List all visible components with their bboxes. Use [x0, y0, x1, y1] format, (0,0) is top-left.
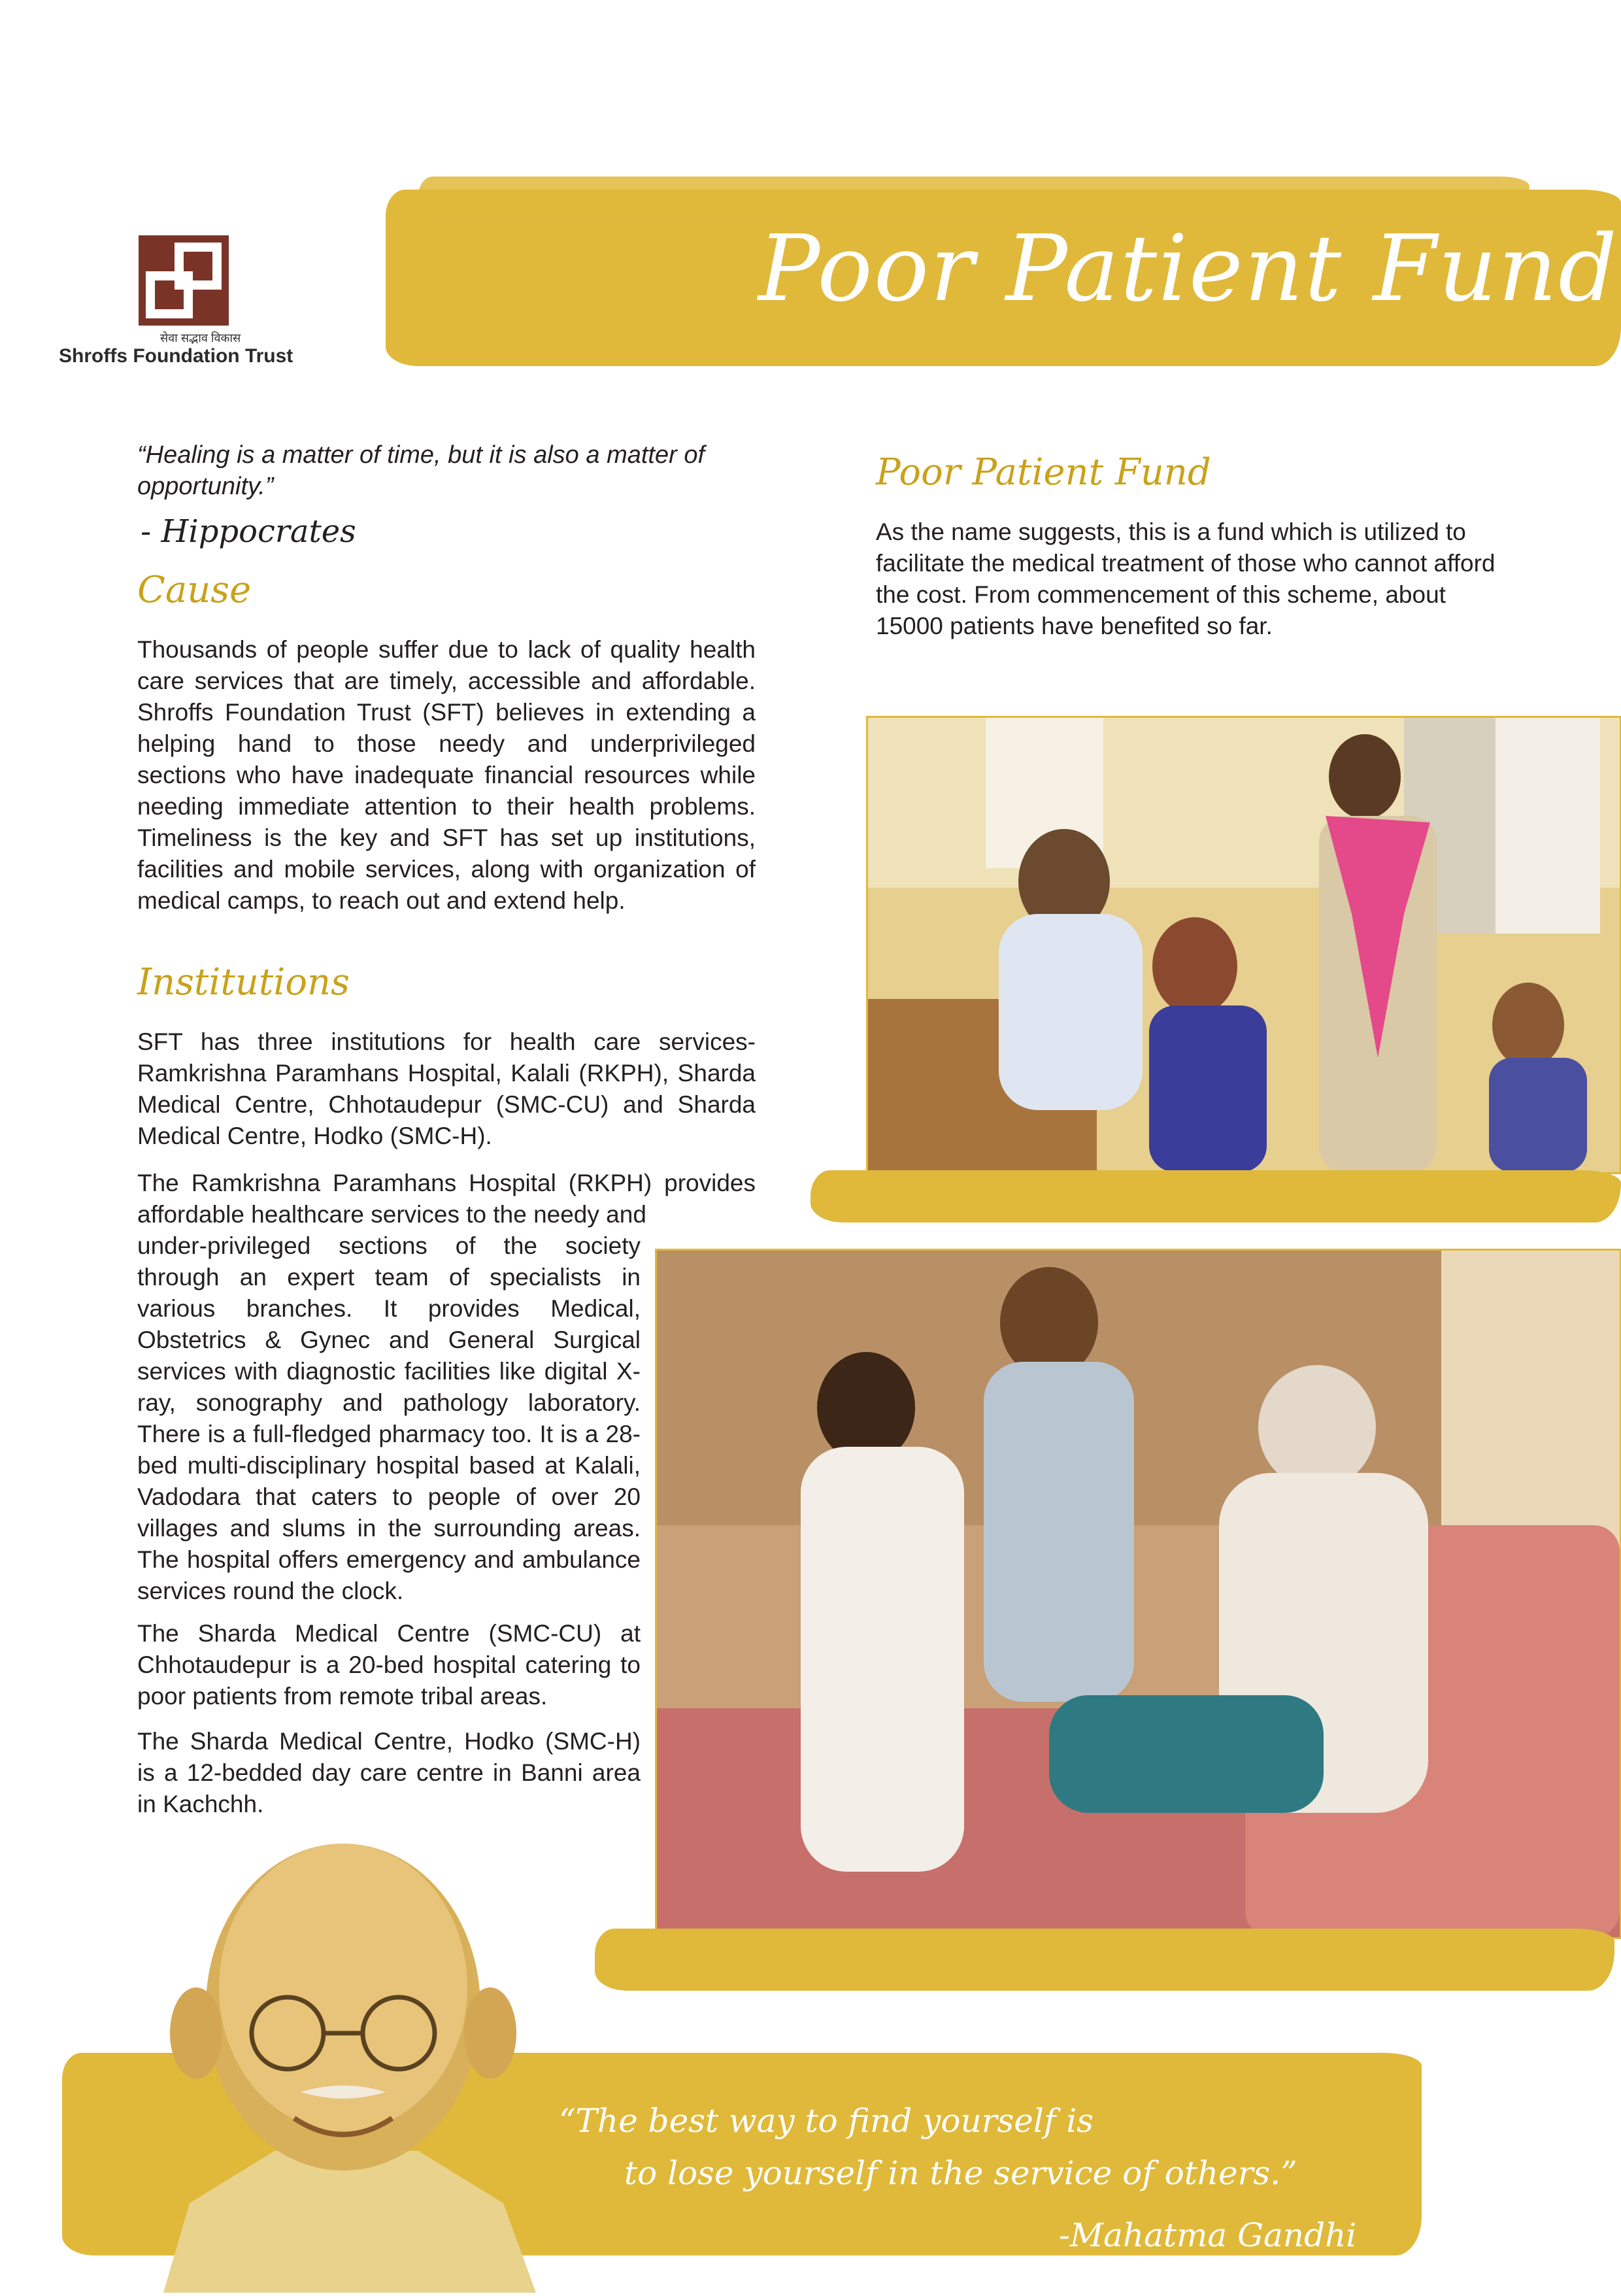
rkph-text-narrow: under-privileged sections of the society through an expert team of specialists in various branches. It provides Medical, Obstetrics & Gynec and General Surgical services with diagnostic facilities like digital X-ray, sonography and pathology laboratory. There is a full-fledged pharmacy too. It is a 28-bed multi-disciplinary hospital based at Kalali, Vadodara that caters to people of over 20 villages and slums in the surrounding areas. The hospital offers emergency and ambulance services round the clock.: [137, 1232, 641, 1604]
fund-text: As the name suggests, this is a fund which is utilized to facilitate the medical treatment of those who cannot afford the cost. From commencement of this scheme, about 15000 patients have benefited so far.: [876, 518, 1496, 639]
photo-doctor-examining-child: [866, 716, 1621, 1174]
header-brush-edge: [418, 177, 1529, 216]
smch-text: The Sharda Medical Centre, Hodko (SMC-H) is a 12-bedded day care centre in Banni area in Kachchh.: [137, 1728, 641, 1817]
gandhi-quote-line2: to lose yourself in the service of others.”: [624, 2154, 1297, 2192]
gandhi-quote-author: -Mahatma Gandhi: [1059, 2216, 1357, 2254]
fund-heading: Poor Patient Fund: [876, 451, 1211, 494]
gandhi-quote-line1: “The best way to find yourself is: [559, 2102, 1094, 2140]
logo-tagline: सेवा सद्भाव विकास: [160, 331, 241, 345]
cause-text: Thousands of people suffer due to lack of quality health care services that are timely, accessible and affordable. Shroffs Foundation Trust (SFT) believes in extending a helping hand to those needy and underprivileged sections who have inadequate financial resources while needing immediate attention to their health problems. Timeliness is the key and SFT has set up institutions, facilities and mobile services, along with organization of medical camps, to reach out and extend help.: [137, 636, 756, 914]
institutions-heading: Institutions: [137, 961, 350, 1004]
institutions-text: SFT has three institutions for health care services- Ramkrishna Paramhans Hospital, Kalali (RKPH), Sharda Medical Centre, Chhotaudepur (SMC-CU) and Sharda Medical Centre, Hodko (SMC-H).: [137, 1028, 756, 1149]
photo1-brush: [811, 1170, 1621, 1223]
gandhi-portrait: [111, 1837, 582, 2293]
cause-heading: Cause: [137, 569, 252, 611]
smccu-text: The Sharda Medical Centre (SMC-CU) at Chhotaudepur is a 20-bed hospital catering to poor patients from remote tribal areas.: [137, 1620, 641, 1710]
hippocrates-quote: “Healing is a matter of time, but it is also a matter of opportunity.”: [137, 441, 705, 500]
swastika-logo-icon: [139, 235, 229, 326]
page-title: Poor Patient Fund: [758, 216, 1618, 322]
photo-doctors-with-elderly-patient: [655, 1249, 1621, 1939]
logo-name: Shroffs Foundation Trust: [59, 345, 293, 367]
hippocrates-author: - Hippocrates: [141, 513, 356, 550]
photo2-brush: [595, 1929, 1614, 1991]
rkph-text-wide: The Ramkrishna Paramhans Hospital (RKPH) provides affordable healthcare services to the needy and: [137, 1170, 756, 1228]
